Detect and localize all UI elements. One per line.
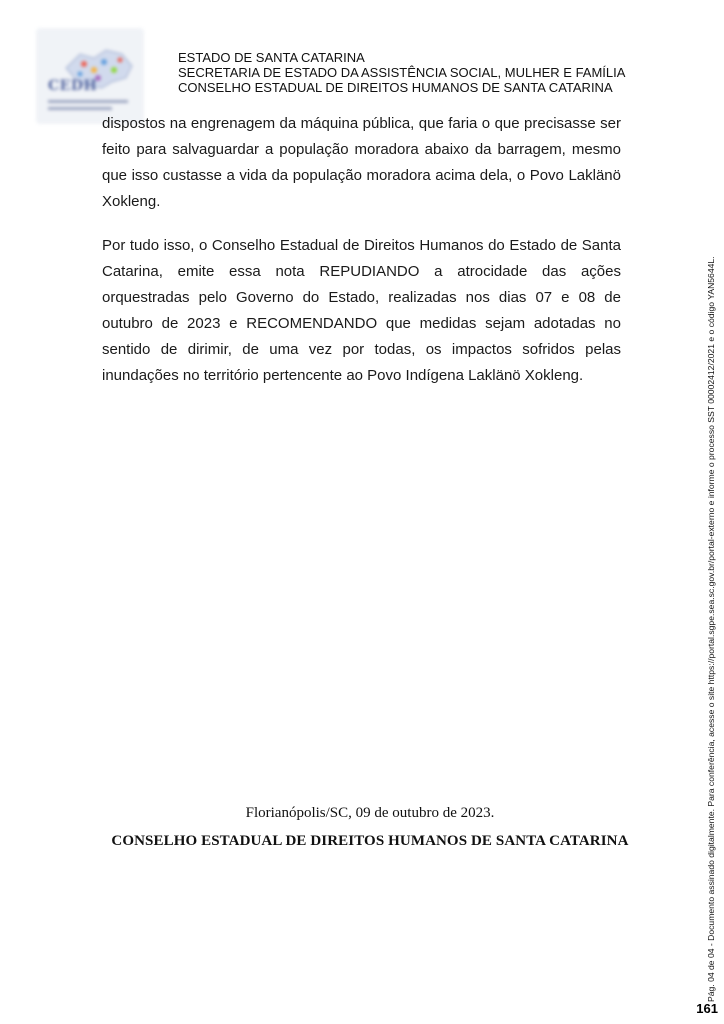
signatory-council: CONSELHO ESTADUAL DE DIREITOS HUMANOS DE SANTA CATARINA [111,833,629,849]
body-paragraph-2: Por tudo isso, o Conselho Estadual de Direitos Humanos do Estado de Santa Catarina, emite essa nota REPUDIANDO a atrocidade das ações orquestradas pelo Governo do Estado, realizadas nos dias 07 e 08 de outubro de 2023 e RECOMENDANDO que medidas sejam adotadas no sentido de dirimir, de uma vez por todas, os impactos sofridos pelas inundações no território pertencente ao Povo Indígena Laklänö Xokleng. [102,237,621,384]
council-logo [36,28,144,124]
header-secretariat: SECRETARIA DE ESTADO DA ASSISTÊNCIA SOCIAL, MULHER E FAMÍLIA [178,65,626,80]
page-number: 161 [696,1001,718,1016]
body-paragraph-1: dispostos na engrenagem da máquina pública, que faria o que precisasse ser feito para salvaguardar a população moradora abaixo da barragem, mesmo que isso custasse a vida da população moradora acima dela, o Povo Laklänö Xokleng. [102,115,621,210]
digital-signature-note: Pág. 04 de 04 - Documento assinado digitalmente. Para conferência, acesse o site https://portal.sgpe.sea.sc.gov.br/portal-externo e informe o processo SST 00002412/2021 e o código YAN5644L. [706,256,716,1002]
state-map-icon [36,28,144,124]
place-and-date: Florianópolis/SC, 09 de outubro de 2023. [245,805,495,821]
header-state: ESTADO DE SANTA CATARINA [178,50,365,65]
document-header [178,50,625,95]
header-council: CONSELHO ESTADUAL DE DIREITOS HUMANOS DE SANTA CATARINA [178,80,613,95]
logo-acronym: CEDH [48,78,98,94]
